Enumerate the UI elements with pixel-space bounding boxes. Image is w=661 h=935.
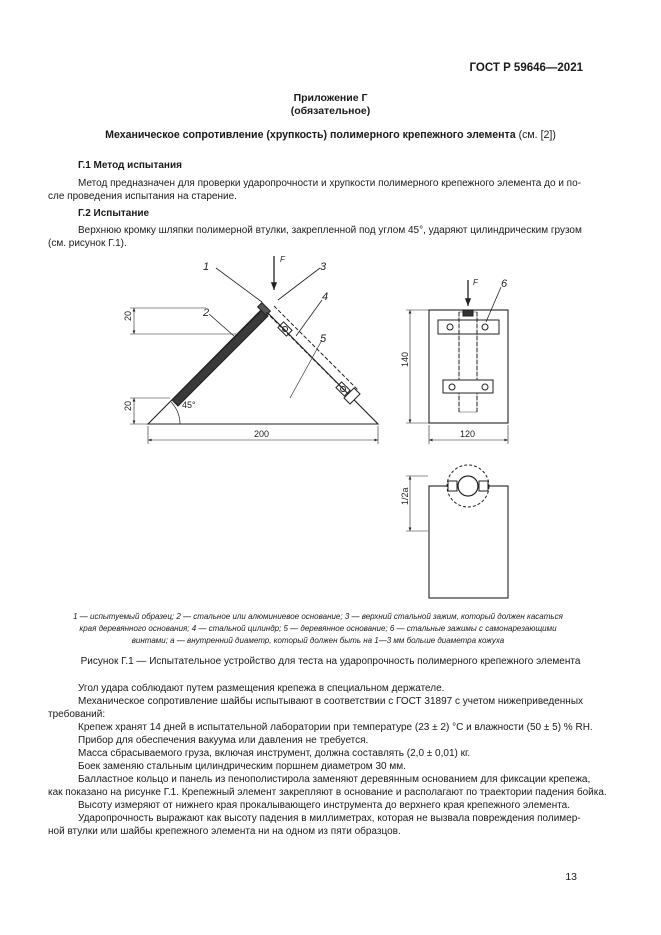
body-line-7a: Балластное кольцо и панель из пенополистирола заменяют деревянным основанием для фиксации крепежа,	[78, 774, 591, 785]
force-label: F	[280, 255, 285, 264]
page-heading	[60, 129, 601, 141]
callout-1: 1	[203, 261, 210, 273]
dim-depth: 120	[460, 429, 476, 439]
section-g2-title: Г.2 Испытание	[78, 208, 150, 219]
callout-2: 2	[203, 307, 210, 319]
callout-3: 3	[320, 261, 327, 273]
section-g2-line-2: (см. рисунок Г.1).	[48, 238, 127, 249]
heading-bold: Механическое сопротивление (хрупкость) полимерного крепежного элемента	[105, 129, 516, 141]
test-device-drawing	[0, 250, 661, 605]
appendix-title: Приложение Г	[293, 92, 368, 104]
section-g1-line-2: сле проведения испытания на старение.	[48, 191, 237, 202]
steel-cylinder	[266, 306, 358, 396]
dim-20-bottom: 20	[123, 400, 133, 411]
standard-number: ГОСТ Р 59646—2021	[469, 62, 583, 74]
legend-line-3: винтами; а — внутренний диаметр, который должен быть на 1—3 мм больше диаметра кожуха	[131, 636, 505, 645]
body-line-1: Угол удара соблюдают путем размещения крепежа в специальном держателе.	[78, 683, 445, 694]
legend-line-1: 1 — испытуемый образец; 2 — стальное или алюминиевое основание; 3 — верхний стальной зажим, который должен касаться	[73, 612, 563, 621]
section-g2-line-1: Верхнюю кромку шляпки полимерной втулки, закрепленной под углом 45°, ударяют цилиндрическим грузом	[78, 225, 582, 236]
figure-legend	[48, 611, 588, 647]
appendix-status: (обязательное)	[290, 105, 371, 117]
section-g1-title: Г.1 Метод испытания	[78, 160, 182, 171]
dim-width: 200	[254, 429, 270, 439]
body-line-2b: требований:	[48, 709, 106, 720]
body-line-3: Крепеж хранят 14 дней в испытательной лаборатории при температуре (23 ± 2) °С и влажности (50 ± 5) % RH.	[78, 722, 593, 733]
body-line-8: Высоту измеряют от нижнего края прокалывающего инструмента до верхнего края крепежного элемента.	[78, 800, 571, 811]
callout-4: 4	[322, 291, 329, 303]
body-line-7b: как показано на рисунке Г.1. Крепежный элемент закрепляют в основание и располагают по траектории падения бойка.	[48, 787, 607, 798]
screw-clamp-upper	[278, 322, 292, 336]
body-line-9a: Ударопрочность выражают как высоту падения в миллиметрах, которая не вызвала повреждения полимер-	[78, 813, 581, 824]
dim-angle: 45°	[182, 400, 196, 410]
dim-half-diameter: 1/2a	[400, 487, 410, 505]
dim-20-top: 20	[123, 310, 133, 321]
wooden-block-end	[344, 388, 360, 404]
body-line-9b: ной втулки или шайбы крепежного элемента ни на одном из пяти образцов.	[48, 826, 401, 837]
legend-line-2: края деревянного основания; 4 — стальной цилиндр; 5 — деревянное основание; 6 — стальные зажимы с самонарезающими	[79, 624, 557, 633]
body-line-2a: Механическое сопротивление шайбы испытывают в соответствии с ГОСТ 31897 с учетом нижеприведенных	[78, 696, 583, 707]
plan-view-base	[429, 486, 508, 598]
body-line-6: Боек заменяю стальным цилиндрическим поршнем диаметром 30 мм.	[78, 761, 406, 772]
callout-6: 6	[501, 278, 508, 290]
figure-caption: Рисунок Г.1 — Испытательное устройство для теста на ударопрочность полимерного крепежного элемента	[80, 656, 581, 667]
body-line-5: Масса сбрасываемого груза, включая инструмент, должна составлять (2,0 ± 0,01) кг.	[78, 748, 471, 759]
steel-base-plate	[172, 310, 268, 406]
dim-height: 140	[400, 351, 410, 367]
plan-view-cylinder	[458, 476, 478, 496]
heading-ref: (см. [2])	[515, 129, 556, 141]
body-line-4: Прибор для обеспечения вакуума или давления не требуется.	[78, 735, 369, 746]
section-g1-line-1: Метод предназначен для проверки ударопрочности и хрупкости полимерного крепежного элемента до и по-	[78, 178, 581, 189]
force-label-right: F	[473, 278, 478, 287]
front-view-lower-clamp	[443, 380, 493, 393]
callout-5: 5	[320, 333, 327, 345]
page-number: 13	[565, 871, 577, 883]
